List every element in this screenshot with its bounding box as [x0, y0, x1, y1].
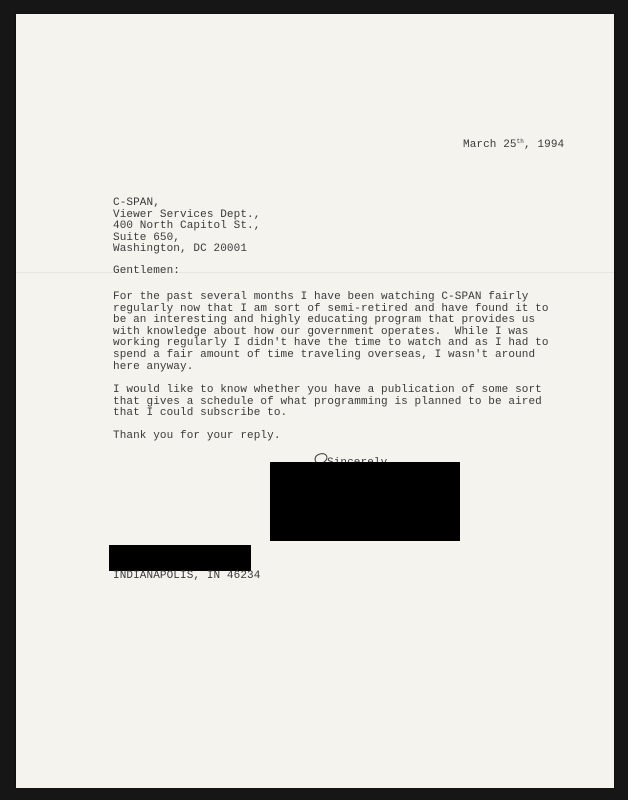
thanks-line: Thank you for your reply.	[113, 430, 281, 442]
paragraph-line: that I could subscribe to.	[113, 407, 288, 420]
paragraph-line: working regularly I didn't have the time to watch and as I had to	[113, 337, 549, 350]
paragraph-line: here anyway.	[113, 360, 194, 373]
address-line: C-SPAN,	[113, 197, 160, 209]
redacted-sender-name	[109, 545, 251, 571]
paragraph-line: regularly now that I am sort of semi-retired and have found it to	[113, 302, 549, 315]
paragraph-line: spend a fair amount of time traveling overseas, I wasn't around	[113, 348, 536, 361]
letter-page	[16, 14, 614, 788]
paper-fold-line	[16, 272, 614, 273]
address-line: Viewer Services Dept.,	[113, 208, 261, 221]
paragraph-line: with knowledge about how our government operates. While I was	[113, 325, 529, 338]
recipient-address	[113, 198, 260, 256]
paragraph-line: that gives a schedule of what programming is planned to be aired	[113, 395, 542, 408]
address-line: Suite 650,	[113, 231, 181, 244]
paragraph-line: For the past several months I have been watching C-SPAN fairly	[113, 291, 529, 303]
letter-date: March 25th, 1994	[463, 138, 565, 151]
address-line: 400 North Capitol St.,	[113, 220, 261, 233]
sender-city: INDIANAPOLIS, IN 46234	[113, 570, 261, 582]
paragraph-line: I would like to know whether you have a publication of some sort	[113, 384, 542, 396]
address-line: Washington, DC 20001	[113, 243, 248, 256]
paragraph-line: be an interesting and highly educating program that provides us	[113, 314, 536, 327]
body-paragraph-1	[113, 292, 549, 373]
body-paragraph-2	[113, 385, 542, 420]
redacted-signature	[270, 462, 460, 541]
salutation: Gentlemen:	[113, 265, 181, 277]
